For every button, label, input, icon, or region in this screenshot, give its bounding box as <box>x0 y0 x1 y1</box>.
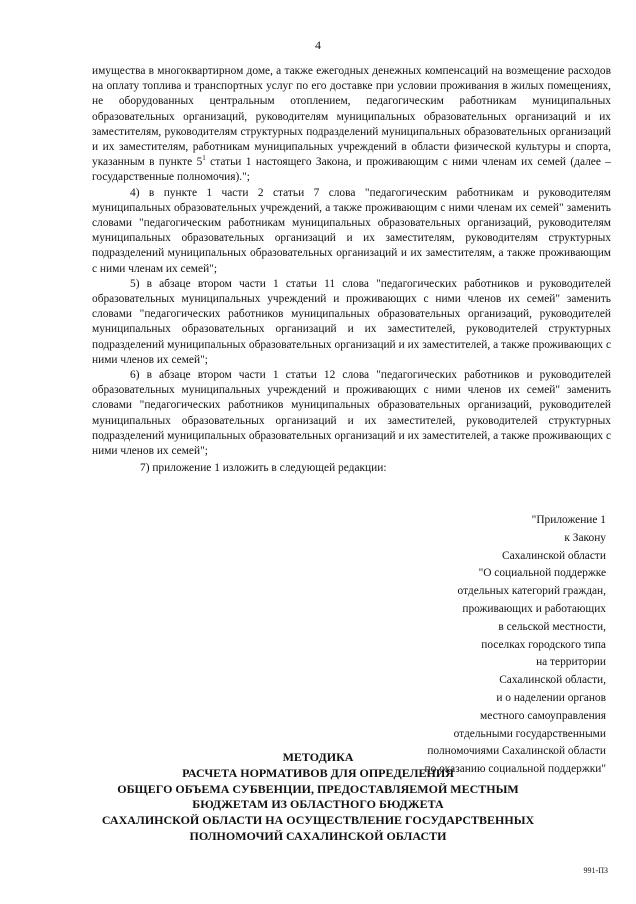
title-line: БЮДЖЕТАМ ИЗ ОБЛАСТНОГО БЮДЖЕТА <box>192 797 444 812</box>
appendix-line: Сахалинской области, <box>499 674 606 687</box>
item-7: 7) приложение 1 изложить в следующей редакции: <box>140 462 387 475</box>
appendix-line: "О социальной поддержке <box>478 567 606 580</box>
appendix-line: на территории <box>536 656 606 669</box>
methodology-title <box>100 750 536 845</box>
document-code: 991-ПЗ <box>583 866 608 875</box>
item-6: 6) в абзаце втором части 1 статьи 12 слова "педагогических работников и руководителей образовательных муниципальных учреждений и проживающих с ними членов их семей" заменить словами "педагогических работников муниципальных образовательных организаций, руководителей муниципальных образовательных организаций и их заместителей, руководителей структурных подразделений муниципальных образовательных организаций и их заместителей, а также проживающих с ними членов их семей"; <box>92 369 611 458</box>
title-line: МЕТОДИКА <box>282 750 354 764</box>
appendix-line: проживающих и работающих <box>462 602 606 615</box>
appendix-line: Сахалинской области <box>502 549 606 562</box>
appendix-line: к Закону <box>564 531 606 544</box>
appendix-line: отдельными государственными <box>453 727 606 740</box>
appendix-line: по оказанию социальной поддержки" <box>424 763 606 776</box>
item-4: 4) в пункте 1 части 2 статьи 7 слова "педагогическим работникам и руководителям муниципальных образовательных учреждений, а также проживающим с ними членам их семей" заменить словами "педагогическим работникам муниципальных образовательных организаций, руководителям муниципальных образовательных организаций и их заместителям, руководителям структурных подразделений муниципальных образовательных организаций и их заместителям, а также проживающим с ними членам их семей"; <box>92 186 611 275</box>
title-line: САХАЛИНСКОЙ ОБЛАСТИ НА ОСУЩЕСТВЛЕНИЕ ГОСУДАРСТВЕННЫХ <box>101 813 535 828</box>
paragraph-text: имущества в многоквартирном доме, а также ежегодных денежных компенсаций на возмещение расходов на оплату топлива и транспортных услуг по его доставке при условии проживания в жилых помещениях, не оборудованных центральным отоплением, педагогическим работникам муниципальных образовательных организаций, руководителям муниципальных образовательных организаций и их заместителям, руководителям структурных подразделений муниципальных образовательных организаций и их заместителям, работникам муниципальных учреждений в области физической культуры и спорта, указанным в пункте 5 <box>92 65 611 169</box>
appendix-header <box>346 512 606 779</box>
paragraph-text-end: статьи 1 настоящего Закона, и проживающим с ними членам их семей (далее – государственные полномочия)."; <box>92 156 611 184</box>
document-body <box>92 64 611 476</box>
appendix-line: местного самоуправления <box>480 709 606 722</box>
appendix-line: отдельных категорий граждан, <box>457 585 606 598</box>
title-line: ПОЛНОМОЧИЙ САХАЛИНСКОЙ ОБЛАСТИ <box>189 828 447 843</box>
appendix-line: "Приложение 1 <box>531 514 606 526</box>
appendix-line: и о наделении органов <box>496 691 606 704</box>
appendix-line: поселках городского типа <box>481 638 606 651</box>
title-line: ОБЩЕГО ОБЪЕМА СУБВЕНЦИИ, ПРЕДОСТАВЛЯЕМОЙ МЕСТНЫМ <box>117 781 519 796</box>
page-number: 4 <box>315 38 321 52</box>
paragraph-continuation <box>92 64 611 186</box>
superscript: 1 <box>202 154 206 163</box>
item-5: 5) в абзаце втором части 1 статьи 11 слова "педагогических работников и руководителей образовательных муниципальных учреждений и проживающих с ними членов их семей" заменить словами "педагогических работников муниципальных образовательных организаций, руководителей муниципальных образовательных организаций и их заместителей, руководителей структурных подразделений муниципальных образовательных организаций и их заместителей, а также проживающих с ними членов их семей"; <box>92 277 611 366</box>
title-line: РАСЧЕТА НОРМАТИВОВ ДЛЯ ОПРЕДЕЛЕНИЯ <box>182 765 454 780</box>
appendix-line: полномочиями Сахалинской области <box>427 745 606 758</box>
appendix-line: в сельской местности, <box>498 620 606 633</box>
